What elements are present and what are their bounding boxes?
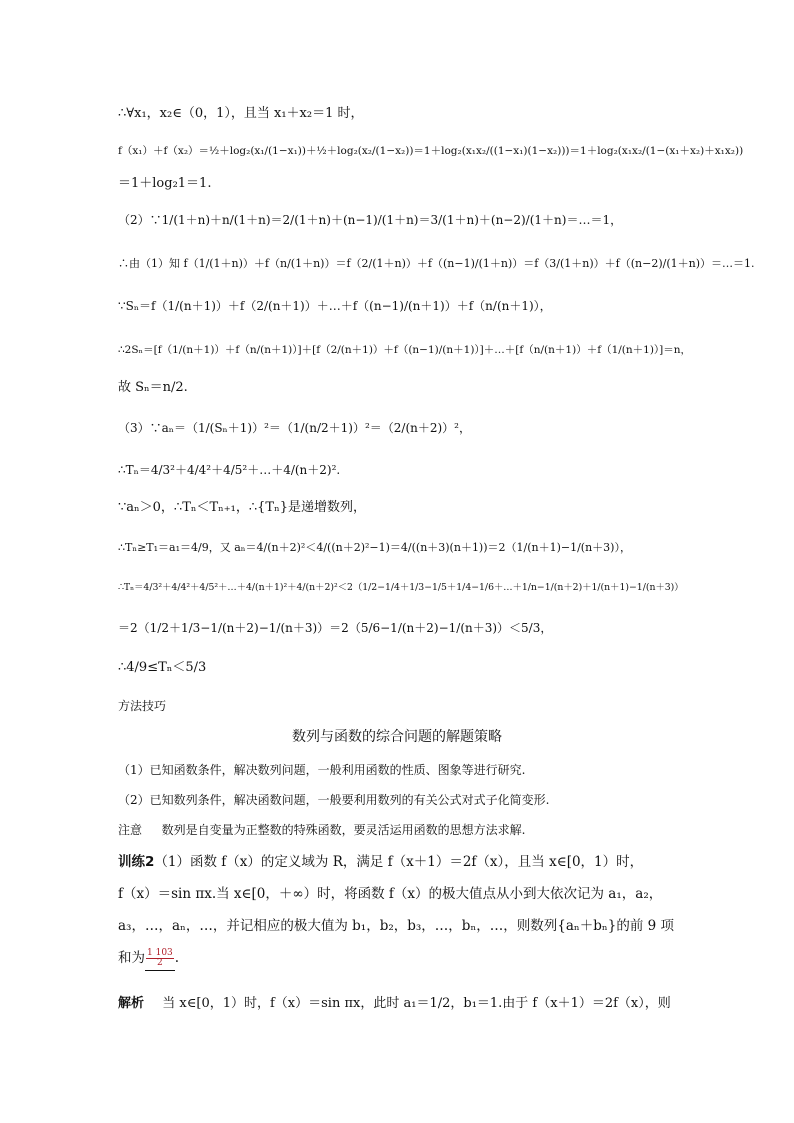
f-sum-text: f（x₁）＋f（x₂）＝½＋log₂(x₁/(1−x₁))＋½＋log₂(x₂/(1−x₂))＝1＋log₂(x₁x₂/((1−x₁)(1−x₂)))＝1＋log₂(x₁x₂/(1−(x₁＋x₂)＋x₁x₂)) bbox=[118, 145, 744, 157]
line-sn-result: 故 Sₙ＝n/2. bbox=[118, 380, 188, 395]
analysis-line bbox=[118, 994, 671, 1014]
exercise-label: 训练 bbox=[118, 854, 145, 870]
note-label: 注意 bbox=[118, 823, 143, 837]
exercise-line-3: a₃，…，aₙ，…，并记相应的极大值为 b₁，b₂，b₃，…，bₙ，…，则数列{aₙ＋bₙ}的前 9 项 bbox=[118, 918, 675, 934]
method-title: 数列与函数的综合问题的解题策略 bbox=[292, 729, 502, 745]
line-part2: （2）∵1/(1＋n)＋n/(1＋n)＝2/(1＋n)＋(n−1)/(1＋n)＝3/(1＋n)＋(n−2)/(1＋n)＝…＝1， bbox=[118, 213, 623, 227]
line-tn-increasing: ∵aₙ＞0，∴Tₙ＜Tₙ₊₁，∴{Tₙ}是递增数列， bbox=[118, 500, 366, 515]
method-note bbox=[118, 820, 526, 840]
exercise-line-1 bbox=[118, 852, 643, 872]
analysis-text: 当 x∈[0，1）时，f（x）＝sin πx，此时 a₁＝1/2，b₁＝1.由于 f（x＋1）＝2f（x），则 bbox=[162, 996, 671, 1011]
exercise-text-1: （1）函数 f（x）的定义域为 R，满足 f（x＋1）＝2f（x），且当 x∈[0，1）时， bbox=[154, 854, 644, 870]
line-2sn: ∴2Sₙ＝[f（1/(n＋1)）＋f（n/(n＋1)）]＋[f（2/(n＋1)）＋f（(n−1)/(n＋1)）]＋…＋[f（n/(n＋1)）＋f（1/(n＋1)）]＝n， bbox=[118, 344, 692, 356]
method-label: 方法技巧 bbox=[118, 699, 167, 713]
line-part2-conclusion: ∴由（1）知 f（1/(1＋n)）＋f（n/(1＋n)）＝f（2/(1＋n)）＋f（(n−1)/(1＋n)）＝f（3/(1＋n)）＋f（(n−2)/(1＋n)）＝…＝1. bbox=[118, 257, 755, 270]
exercise-line-4 bbox=[118, 946, 179, 971]
answer-denominator: 2 bbox=[157, 958, 163, 968]
method-point-2: （2）已知数列条件，解决函数问题，一般要利用数列的有关公式对式子化简变形. bbox=[118, 793, 550, 807]
exercise-number: 2 bbox=[145, 854, 155, 870]
analysis-label: 解析 bbox=[118, 996, 145, 1011]
answer-numerator: 1 103 bbox=[147, 948, 173, 958]
line-tn-def: ∴Tₙ＝4/3²＋4/4²＋4/5²＋…＋4/(n＋2)². bbox=[118, 463, 341, 477]
line-tn-inequality: ∴Tₙ＝4/3²＋4/4²＋4/5²＋…＋4/(n＋1)²＋4/(n＋2)²＜2（1/2−1/4＋1/3−1/5＋1/4−1/6＋…＋1/n−1/(n＋2)＋1/(n＋1)−1/(n＋3)） bbox=[118, 582, 684, 593]
line-tn-final: ∴4/9≤Tₙ＜5/3 bbox=[118, 660, 207, 675]
exercise-line-2: f（x）＝sin πx.当 x∈[0，＋∞）时，将函数 f（x）的极大值点从小到大依次记为 a₁，a₂， bbox=[118, 886, 663, 902]
answer-prefix: 和为 bbox=[118, 950, 145, 966]
line-sn-def: ∵Sₙ＝f（1/(n＋1)）＋f（2/(n＋1)）＋…＋f（(n−1)/(n＋1)）＋f（n/(n＋1)）， bbox=[118, 299, 552, 313]
answer-suffix: . bbox=[174, 950, 180, 966]
line-tn-bound: ∴Tₙ≥T₁＝a₁＝4/9，又 aₙ＝4/(n＋2)²＜4/((n＋2)²−1)＝4/((n＋3)(n＋1))＝2（1/(n＋1)−1/(n＋3)）， bbox=[118, 541, 631, 554]
answer-fraction bbox=[146, 949, 174, 968]
note-text: 数列是自变量为正整数的特殊函数，要灵活运用函数的思想方法求解. bbox=[161, 823, 526, 837]
method-point-1: （1）已知函数条件，解决数列问题，一般利用函数的性质、图象等进行研究. bbox=[118, 763, 526, 777]
line-tn-simplify: ＝2（1/2＋1/3−1/(n＋2)−1/(n＋3)）＝2（5/6−1/(n＋2)−1/(n＋3)）＜5/3， bbox=[118, 621, 553, 635]
line-f-sum bbox=[118, 140, 743, 161]
line-part3-an: （3）∵aₙ＝（1/(Sₙ＋1)）²＝（1/(n/2＋1)）²＝（2/(n＋2)）²， bbox=[118, 421, 471, 435]
line-log-result: ＝1＋log₂1＝1. bbox=[118, 176, 212, 191]
line-condition: ∴∀x₁，x₂∈（0，1），且当 x₁＋x₂＝1 时， bbox=[118, 106, 364, 121]
answer-blank bbox=[145, 946, 175, 971]
